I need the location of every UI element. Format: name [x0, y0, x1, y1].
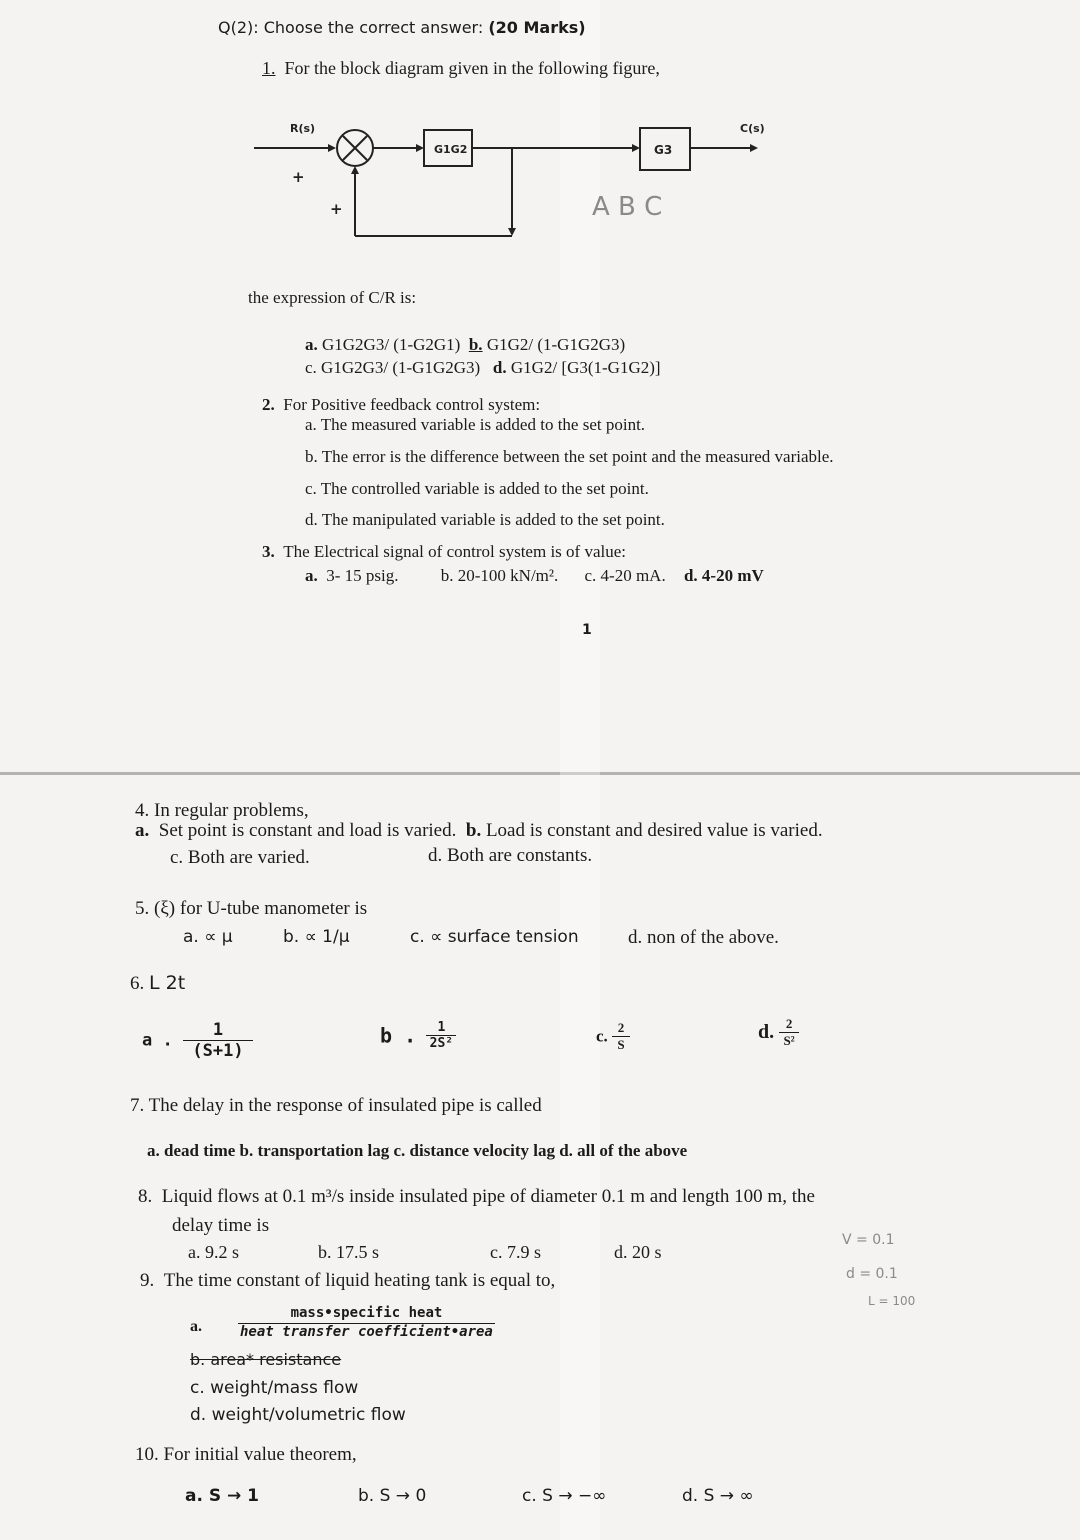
svg-text:G1G2: G1G2	[434, 143, 468, 156]
q2-option-b: b. The error is the difference between the set point and the measured variable.	[305, 447, 834, 466]
q6-text: 6. L 2t	[130, 972, 186, 994]
q4-option-c: c. Both are varied.	[170, 847, 310, 868]
q4-text: 4. In regular problems,	[135, 800, 309, 821]
q1-text: 1. For the block diagram given in the following figure,	[262, 58, 660, 78]
question-header: Q(2): Choose the correct answer: (20 Marks)	[218, 18, 586, 37]
q5-option-a: a. ∝ μ	[183, 927, 233, 947]
handwritten-v: V = 0.1	[842, 1232, 895, 1248]
q3-text: 3. The Electrical signal of control system is of value:	[262, 542, 626, 561]
q9-option-a-label: a.	[190, 1318, 202, 1335]
q8-option-b: b. 17.5 s	[318, 1242, 380, 1262]
q8-line2: delay time is	[172, 1215, 270, 1236]
q10-option-b: b. S → 0	[358, 1486, 427, 1506]
handwritten-abc: A B C	[592, 192, 663, 222]
fold-line	[0, 772, 1080, 775]
q4-option-d: d. Both are constants.	[428, 845, 593, 866]
output-label: C(s)	[740, 122, 765, 135]
q1-options-row2: c. G1G2G3/ (1-G1G2G3) d. G1G2/ [G3(1-G1G2)]	[305, 358, 661, 377]
block-diagram	[240, 110, 780, 250]
input-label: R(s)	[290, 122, 316, 135]
handwritten-l: L = 100	[868, 1294, 916, 1308]
q3-options: a. 3- 15 psig. b. 20-100 kN/m². c. 4-20 mA. d. 4-20 mV	[305, 566, 764, 585]
page-number: 1	[582, 622, 592, 638]
q9-option-c: c. weight/mass flow	[190, 1378, 359, 1398]
q2-text: 2. For Positive feedback control system:	[262, 395, 541, 414]
q7-text: 7. The delay in the response of insulated pipe is called	[130, 1095, 542, 1116]
q9-option-d: d. weight/volumetric flow	[190, 1405, 406, 1425]
q10-option-d: d. S → ∞	[682, 1486, 754, 1506]
q5-text: 5. (ξ) for U-tube manometer is	[135, 898, 368, 919]
q10-option-c: c. S → −∞	[522, 1486, 607, 1506]
q8-option-a: a. 9.2 s	[188, 1242, 239, 1262]
q1-stem: the expression of C/R is:	[248, 288, 417, 307]
q8-option-c: c. 7.9 s	[490, 1242, 541, 1262]
q6-option-d: d. $\frac{2}{\text{S²}}$	[758, 1016, 799, 1049]
q6-option-a: a . $\frac{1}{(S+1)}$	[142, 1020, 253, 1061]
q6-option-b: b . $\frac{1}{\text{2S²}}$	[380, 1020, 456, 1051]
q2-option-d: d. The manipulated variable is added to the set point.	[305, 510, 665, 529]
q2-option-a: a. The measured variable is added to the set point.	[305, 415, 646, 434]
q8-line1: 8. Liquid flows at 0.1 m³/s inside insulated pipe of diameter 0.1 m and length 100 m, the	[138, 1186, 815, 1207]
q10-text: 10. For initial value theorem,	[135, 1444, 357, 1465]
q4-options-row1: a. Set point is constant and load is varied. b. Load is constant and desired value is varied.	[135, 820, 823, 841]
q10-option-a: a. S → 1	[185, 1486, 260, 1506]
q7-options: a. dead time b. transportation lag c. distance velocity lag d. all of the above	[147, 1141, 688, 1160]
svg-text:+: +	[330, 200, 343, 218]
q1-options-row1: a. G1G2G3/ (1-G2G1) b. G1G2/ (1-G1G2G3)	[305, 335, 626, 354]
handwritten-d: d = 0.1	[846, 1266, 898, 1282]
q2-option-c: c. The controlled variable is added to the set point.	[305, 479, 649, 498]
q9-option-b: b. area* resistance	[190, 1350, 342, 1369]
q9-option-a: $\frac{\text{mass•specific heat}}{\text{heat transfer coefficient•area}}$	[240, 1305, 493, 1340]
q9-text: 9. The time constant of liquid heating tank is equal to,	[140, 1270, 556, 1291]
q8-option-d: d. 20 s	[614, 1242, 662, 1262]
q6-option-c: c. $\frac{2}{S}$	[596, 1020, 630, 1053]
svg-text:+: +	[292, 168, 305, 186]
q5-option-d: d. non of the above.	[628, 927, 779, 948]
q5-option-b: b. ∝ 1/μ	[283, 927, 350, 947]
q5-option-c: c. ∝ surface tension	[410, 927, 579, 947]
svg-text:G3: G3	[654, 143, 673, 157]
